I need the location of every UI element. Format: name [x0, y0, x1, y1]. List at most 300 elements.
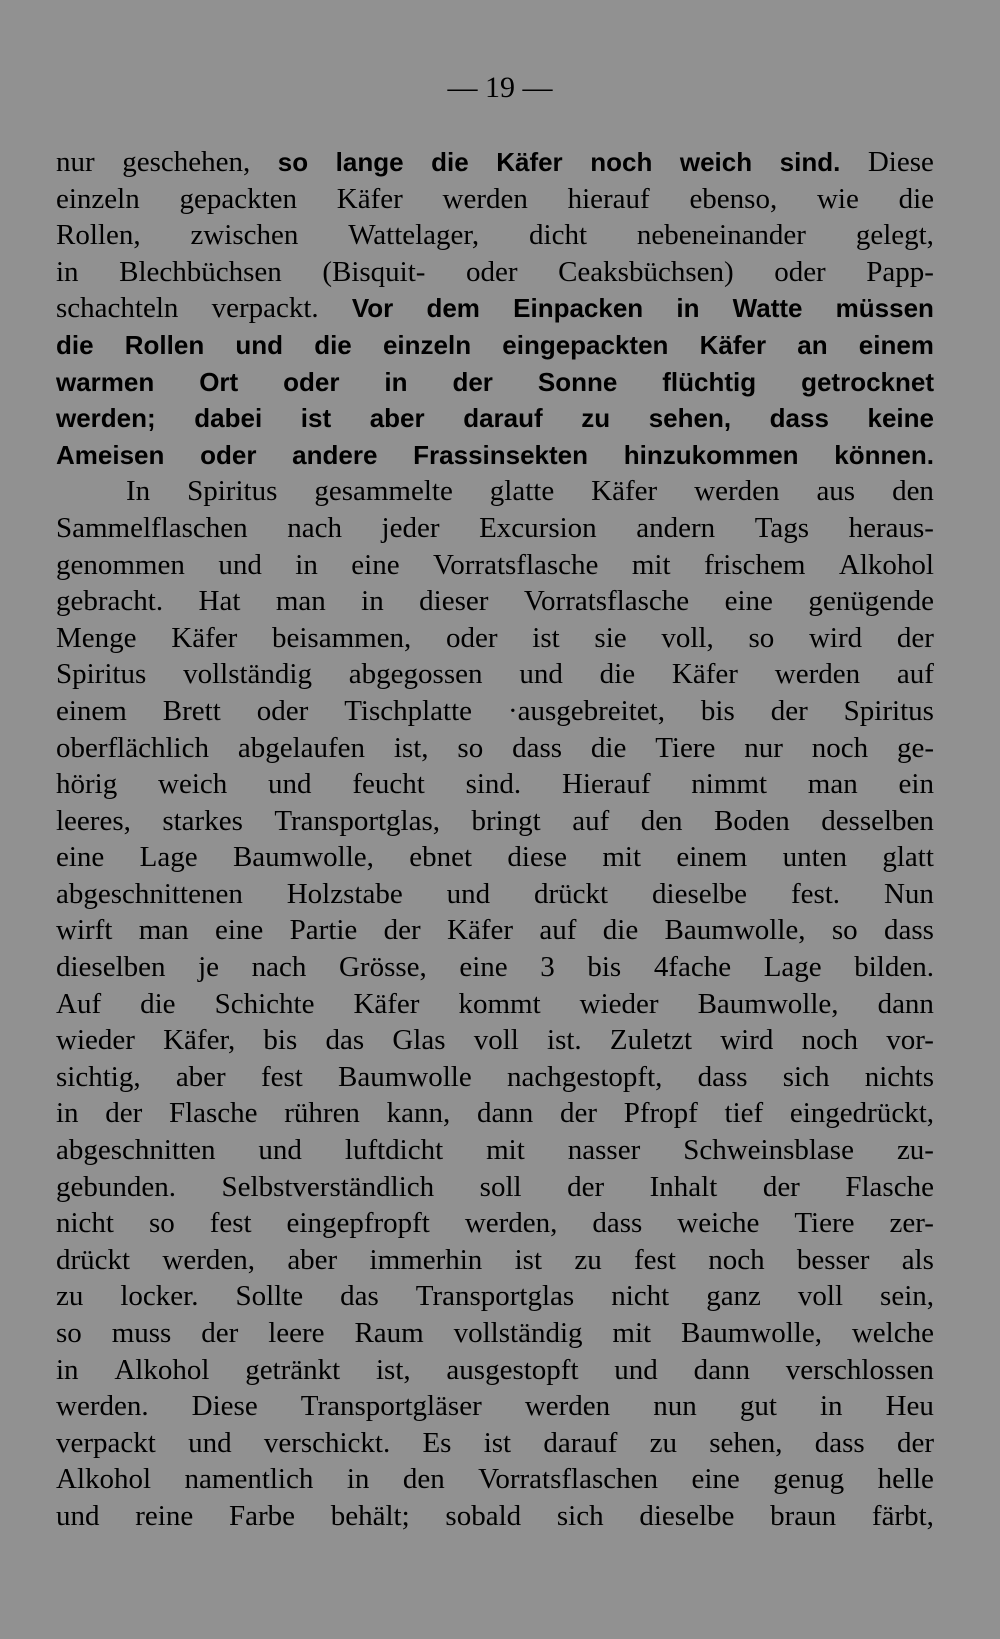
word: dieser [419, 585, 489, 618]
word: Käfer [171, 621, 238, 654]
word: Baumwolle [338, 1060, 472, 1093]
body-text [56, 144, 934, 1535]
word: warmen [56, 366, 155, 397]
word: sie [594, 621, 627, 654]
word: leeres, [56, 804, 131, 837]
word: Blechbüchsen [119, 255, 282, 288]
text-line [56, 254, 934, 291]
word: die [602, 914, 639, 947]
word: eine [724, 585, 773, 618]
word: werden [774, 658, 861, 691]
word: Käfer [336, 182, 403, 215]
word: Alkohol [838, 548, 934, 581]
word: Boden [714, 804, 790, 837]
word: immerhin [369, 1243, 483, 1276]
word: Käfer [699, 329, 767, 360]
text-line [56, 1278, 934, 1315]
word: behält; [330, 1499, 410, 1532]
word: geschehen, [122, 146, 251, 178]
word: dieselbe [652, 877, 748, 910]
word: der [383, 914, 421, 947]
text-line [56, 1169, 934, 1206]
word: zu [574, 1243, 602, 1276]
word: nasser [567, 1134, 641, 1167]
word: Vorratsflasche [433, 548, 599, 581]
word: und [268, 768, 312, 801]
word: darauf [543, 1426, 618, 1459]
word: dass [592, 1207, 643, 1240]
word: Schichte [214, 987, 315, 1020]
word: sehen, [648, 403, 732, 434]
word: Alkohol [56, 1463, 152, 1496]
word: bringt [471, 804, 541, 837]
word: Inhalt [649, 1170, 718, 1203]
word: voll [797, 1280, 844, 1313]
word: ausgestopft [446, 1353, 579, 1386]
word: Käfer, [163, 1024, 236, 1057]
word: abgeschnitten [56, 1134, 216, 1167]
word: ist. [547, 1024, 582, 1057]
word: Sollte [235, 1280, 304, 1313]
word: kann, [386, 1097, 451, 1130]
word: Lage [139, 841, 198, 874]
word: aus [816, 475, 856, 508]
word: so [457, 731, 484, 764]
word: ist [483, 1426, 512, 1459]
word: rühren [284, 1097, 360, 1130]
word: Partie [289, 914, 358, 947]
text-line [56, 1205, 934, 1242]
word: Selbstverständlich [221, 1170, 435, 1203]
word: eine [215, 914, 264, 947]
word: Zuletzt [609, 1024, 693, 1057]
word: Käfer [353, 987, 420, 1020]
word: dass [814, 1426, 865, 1459]
word: drückt [534, 877, 609, 910]
word: 4fache [653, 951, 732, 984]
word: locker. [120, 1280, 199, 1313]
word: färbt, [871, 1499, 934, 1532]
word: dieselbe [639, 1499, 735, 1532]
word: heraus- [848, 511, 934, 544]
word: sichtig, [56, 1060, 141, 1093]
text-line [56, 1425, 934, 1462]
word: die [590, 731, 627, 764]
word: dicht [529, 219, 588, 252]
word: lange [335, 147, 404, 177]
text-line [56, 290, 934, 327]
word: Watte [732, 293, 803, 324]
word: braun [770, 1499, 837, 1532]
word: in [295, 548, 318, 581]
word: der [896, 621, 934, 654]
word: nur [56, 146, 95, 178]
word: Papp- [866, 255, 934, 288]
word: zer- [889, 1207, 934, 1240]
word: ganz [706, 1280, 761, 1313]
word: eine [351, 548, 400, 581]
word: die [898, 182, 934, 215]
word: 3 [540, 951, 555, 984]
word: den [892, 475, 934, 508]
word: aber [369, 403, 425, 434]
word: wieder [56, 1024, 135, 1057]
word: nichts [864, 1060, 934, 1093]
word: hinzukommen [623, 439, 799, 470]
word: werden [442, 182, 528, 215]
word: kommt [458, 987, 541, 1020]
word: in [56, 1353, 79, 1386]
word: ebenso, [689, 182, 778, 215]
word: eingepackten [502, 329, 669, 360]
word: Spiritus [56, 658, 147, 691]
word: an [797, 329, 828, 360]
word: sich [782, 1060, 830, 1093]
word: Flasche [845, 1170, 934, 1203]
word: ebnet [409, 841, 473, 874]
word: in [819, 1390, 843, 1423]
word: luftdicht [344, 1134, 444, 1167]
word: können. [834, 439, 934, 470]
word: nach [251, 951, 307, 984]
word: dieselben [56, 951, 166, 984]
word: dann [693, 1353, 750, 1386]
word: Ort [199, 366, 239, 397]
word: Ceaksbüchsen) [558, 255, 734, 288]
word: ist, [375, 1353, 411, 1386]
word: dass [512, 731, 563, 764]
page-number: — 19 — [447, 71, 553, 104]
word: einem [858, 329, 934, 360]
text-line [56, 1242, 934, 1279]
word: sind. [465, 768, 522, 801]
word: so [748, 621, 775, 654]
text-line [56, 364, 934, 401]
word: den [640, 804, 683, 837]
word: auf [539, 914, 577, 947]
word: Tiere [794, 1207, 855, 1240]
word: zwischen [190, 219, 299, 252]
word: glatte [489, 475, 555, 508]
word: den [402, 1463, 445, 1496]
word: Käfer [671, 658, 738, 691]
word: Sammelflaschen [56, 511, 248, 544]
word: man [807, 768, 858, 801]
word: bilden. [854, 951, 934, 984]
word: Holzstabe [286, 877, 403, 910]
word: in [56, 1097, 79, 1130]
word: je [198, 951, 220, 984]
text-line [56, 437, 934, 474]
word: der [567, 1170, 605, 1203]
word: ge- [896, 731, 934, 764]
word: Tischplatte [344, 694, 473, 727]
text-line [56, 1498, 934, 1535]
word: Transportgläser [300, 1390, 482, 1423]
text-line [56, 766, 934, 803]
word: muss [111, 1317, 172, 1349]
word: und [218, 548, 262, 581]
word: verpackt [56, 1426, 156, 1459]
word: abgegossen [348, 658, 483, 691]
word: diese [507, 841, 568, 874]
word: flüchtig [662, 366, 757, 397]
word: weich [679, 147, 753, 177]
word: und [614, 1353, 658, 1386]
word: Auf [56, 987, 102, 1020]
word: nebeneinander [636, 219, 806, 252]
word: wird [720, 1024, 774, 1057]
word: und [258, 1134, 302, 1167]
word: Rollen, [56, 219, 141, 252]
word: tief [724, 1097, 764, 1130]
word: Hat [198, 585, 241, 618]
word: einem [56, 694, 127, 727]
text-line [56, 473, 934, 510]
word: Grösse, [338, 951, 427, 984]
word: fest [634, 1243, 676, 1276]
word: das [340, 1280, 379, 1313]
word: der [560, 1097, 598, 1130]
word: hierauf [567, 182, 650, 215]
word: zu [581, 403, 611, 434]
word: mit [612, 1317, 652, 1349]
word: der [452, 366, 493, 397]
word: einzeln [56, 182, 140, 215]
word: sein, [880, 1280, 934, 1313]
word: Pfropf [623, 1097, 698, 1130]
word: fest. [790, 877, 841, 910]
word: beisammen, [271, 621, 412, 654]
word: noch [590, 147, 653, 177]
word: werden, [162, 1243, 255, 1276]
word: oder [774, 255, 826, 288]
word: Baumwolle, [681, 1317, 822, 1349]
word: die [56, 329, 94, 360]
text-line [56, 949, 934, 986]
text-line [56, 1022, 934, 1059]
word: genug [773, 1463, 845, 1496]
word: Nun [883, 877, 934, 910]
text-line [56, 912, 934, 949]
word: werden [524, 1390, 611, 1423]
word: gebunden. [56, 1170, 176, 1203]
word: abgeschnittenen [56, 877, 243, 910]
word: verschickt. [263, 1426, 391, 1459]
word: müssen [835, 293, 934, 324]
word: die [314, 329, 352, 360]
word: mit [631, 548, 671, 581]
word: Glas [392, 1024, 446, 1057]
word: Diese [191, 1390, 258, 1423]
word: bis [587, 951, 622, 984]
word: so [277, 147, 309, 177]
word: und [519, 658, 563, 691]
word: verpackt. [211, 292, 319, 325]
word: darauf [463, 403, 543, 434]
word: nicht [56, 1207, 114, 1240]
word: gepackten [179, 182, 298, 215]
word: reine [135, 1499, 194, 1532]
text-line [56, 730, 934, 767]
word: vor- [886, 1024, 934, 1057]
word: und [188, 1426, 232, 1459]
word: welche [851, 1317, 934, 1349]
word: nur [744, 731, 783, 764]
word: drückt [56, 1243, 131, 1276]
word: Einpacken [513, 293, 644, 324]
word: wie [816, 182, 859, 215]
word: Vorratsflaschen [478, 1463, 659, 1496]
word: fest [209, 1207, 252, 1240]
word: sich [556, 1499, 604, 1532]
word: man [275, 585, 326, 618]
word: einem [676, 841, 748, 874]
word: dem [426, 293, 480, 324]
word: In [126, 475, 151, 508]
text-line [56, 876, 934, 913]
word: schachteln [56, 292, 179, 325]
word: einzeln [382, 329, 472, 360]
word: gut [739, 1390, 777, 1423]
word: der [762, 1170, 800, 1203]
word: abgelaufen [237, 731, 366, 764]
word: getrocknet [801, 366, 934, 397]
word: Tags [754, 511, 810, 544]
word: werden [694, 475, 780, 508]
word: dann [877, 987, 934, 1020]
text-line [56, 693, 934, 730]
word: Käfer [591, 475, 658, 508]
word: so [56, 1317, 82, 1349]
word: hörig [56, 768, 118, 801]
word: nicht [611, 1280, 670, 1313]
word: sehen, [709, 1426, 783, 1459]
word: und [446, 877, 491, 910]
text-line [56, 803, 934, 840]
text-line [56, 1315, 934, 1352]
word: Transportglas, [274, 804, 441, 837]
word: Es [422, 1426, 452, 1459]
word: Farbe [228, 1499, 295, 1532]
text-line [56, 400, 934, 437]
word: oder [256, 694, 309, 727]
word: wieder [579, 987, 659, 1020]
word: dass [697, 1060, 748, 1093]
text-line [56, 217, 934, 254]
word: leere [268, 1317, 325, 1349]
word: Transportglas [415, 1280, 575, 1313]
word: in [56, 255, 79, 288]
word: Tiere [655, 731, 716, 764]
word: gelegt, [855, 219, 934, 252]
word: ist [300, 403, 332, 434]
word: so [831, 914, 858, 947]
word: namentlich [184, 1463, 314, 1496]
word: voll [473, 1024, 519, 1057]
word: und [235, 329, 284, 360]
word: eine [459, 951, 508, 984]
word: Lage [763, 951, 822, 984]
word: sobald [445, 1499, 522, 1532]
word: als [901, 1243, 934, 1276]
word: Käfer [496, 147, 563, 177]
text-line [56, 547, 934, 584]
word: nach [287, 511, 342, 544]
word: wirft [56, 914, 113, 947]
word: noch [708, 1243, 765, 1276]
word: Hierauf [561, 768, 651, 801]
word: Frassinsekten [413, 439, 589, 470]
word: ist [532, 621, 560, 654]
word: oder [283, 366, 340, 397]
word: bis [263, 1024, 298, 1057]
word: Excursion [479, 511, 597, 544]
text-line [56, 1388, 934, 1425]
word: desselben [821, 804, 934, 837]
word: vollständig [453, 1317, 583, 1349]
word: besser [796, 1243, 870, 1276]
word: Vor [351, 293, 394, 324]
word: glatt [882, 841, 934, 874]
text-line [56, 986, 934, 1023]
word: werden, [464, 1207, 558, 1240]
word: Käfer [447, 914, 514, 947]
word: getränkt [245, 1353, 341, 1386]
word: Spiritus [187, 475, 278, 508]
word: genügende [808, 585, 934, 618]
word: nimmt [691, 768, 768, 801]
word: Baumwolle, [664, 914, 806, 947]
word: ein [898, 768, 934, 801]
word: Spiritus [843, 694, 934, 727]
word: zu [649, 1426, 678, 1459]
word: ist [514, 1243, 543, 1276]
word: der [201, 1317, 239, 1349]
word: werden. [56, 1390, 149, 1423]
word: auf [896, 658, 934, 691]
word: weich [158, 768, 228, 801]
word: der [896, 1426, 934, 1459]
word: voll, [661, 621, 714, 654]
word: mit [602, 841, 642, 874]
text-line [56, 144, 934, 181]
word: ist, [393, 731, 429, 764]
text-line [56, 656, 934, 693]
word: (Bisquit- [322, 255, 426, 288]
word: bis [700, 694, 735, 727]
word: weiche [677, 1207, 760, 1240]
word: in [361, 585, 384, 618]
word: Brett [162, 694, 221, 727]
word: fest [260, 1060, 303, 1093]
word: Schweinsblase [683, 1134, 854, 1167]
word: Alkohol [114, 1353, 210, 1386]
text-line [56, 839, 934, 876]
word: dass [883, 914, 934, 947]
word: werden; [56, 403, 156, 434]
word: vollständig [183, 658, 312, 691]
word: auf [572, 804, 610, 837]
word: die [140, 987, 176, 1020]
word: Baumwolle, [697, 987, 839, 1020]
word: Diese [867, 146, 934, 178]
word: zu- [896, 1134, 934, 1167]
word: andern [636, 511, 716, 544]
word: dann [476, 1097, 534, 1130]
word: Wattelager, [348, 219, 480, 252]
word: Heu [885, 1390, 934, 1423]
